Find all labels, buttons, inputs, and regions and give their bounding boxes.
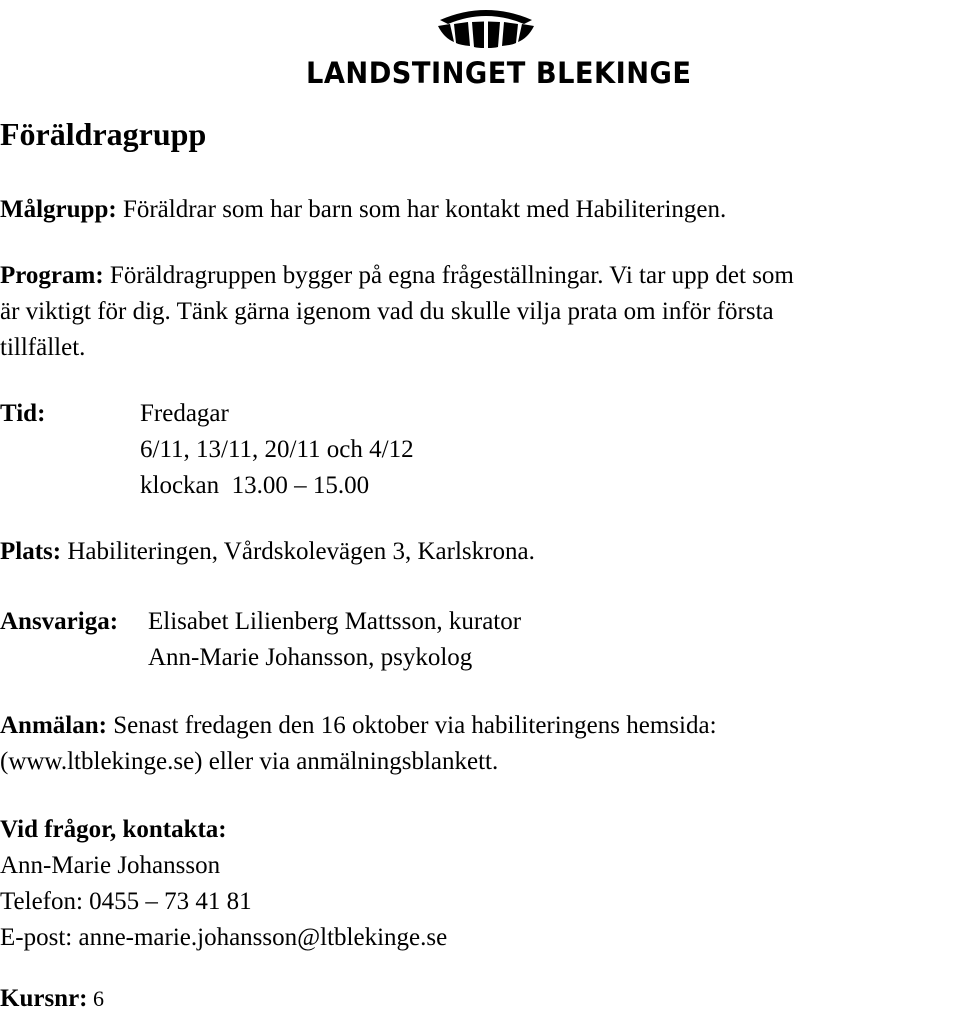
responsible-label: Ansvariga: (0, 608, 119, 635)
time-day: Fredagar (140, 400, 229, 427)
contact-email: E-post: anne-marie.johansson@ltblekinge.se (0, 924, 448, 951)
time-section (0, 396, 900, 504)
contact-name: Ann-Marie Johansson (0, 852, 221, 879)
time-label: Tid: (0, 400, 46, 427)
program-text-line1: Föräldragruppen bygger på egna frågeställningar. Vi tar upp det som (103, 262, 794, 289)
time-dates: 6/11, 13/11, 20/11 och 4/12 (140, 436, 414, 463)
page-title: Föräldragrupp (0, 116, 207, 152)
program-section (0, 258, 794, 366)
contact-section (0, 812, 447, 956)
registration-text-line1: Senast fredagen den 16 oktober via habiliteringens hemsida: (106, 712, 717, 739)
program-label: Program: (0, 262, 104, 289)
responsible-section (0, 604, 900, 676)
time-hours: klockan 13.00 – 15.00 (140, 472, 370, 499)
registration-text-line2: (www.ltblekinge.se) eller via anmälningsblankett. (0, 748, 499, 775)
target-group-section (0, 192, 726, 228)
program-text-line2: är viktigt för dig. Tänk gärna igenom vad du skulle vilja prata om inför första (0, 298, 774, 325)
location-text: Habiliteringen, Vårdskolevägen 3, Karlskrona. (61, 538, 535, 565)
location-section (0, 534, 535, 570)
contact-label: Vid frågor, kontakta: (0, 816, 227, 843)
registration-section (0, 708, 717, 780)
location-label: Plats: (0, 538, 62, 565)
course-number-value: 6 (87, 986, 104, 1011)
responsible-person-2: Ann-Marie Johansson, psykolog (148, 644, 473, 671)
course-number-label: Kursnr: (0, 985, 88, 1012)
registration-label: Anmälan: (0, 712, 107, 739)
contact-phone: Telefon: 0455 – 73 41 81 (0, 888, 252, 915)
target-group-label: Målgrupp: (0, 196, 117, 223)
target-group-text: Föräldrar som har barn som har kontakt med Habiliteringen. (116, 196, 727, 223)
organization-logo (306, 2, 692, 90)
ship-emblem-icon (434, 2, 538, 50)
course-number-section (0, 984, 104, 1014)
organization-name: LANDSTINGET BLEKINGE (306, 56, 692, 90)
responsible-person-1: Elisabet Lilienberg Mattsson, kurator (148, 608, 522, 635)
program-text-line3: tillfället. (0, 334, 86, 361)
